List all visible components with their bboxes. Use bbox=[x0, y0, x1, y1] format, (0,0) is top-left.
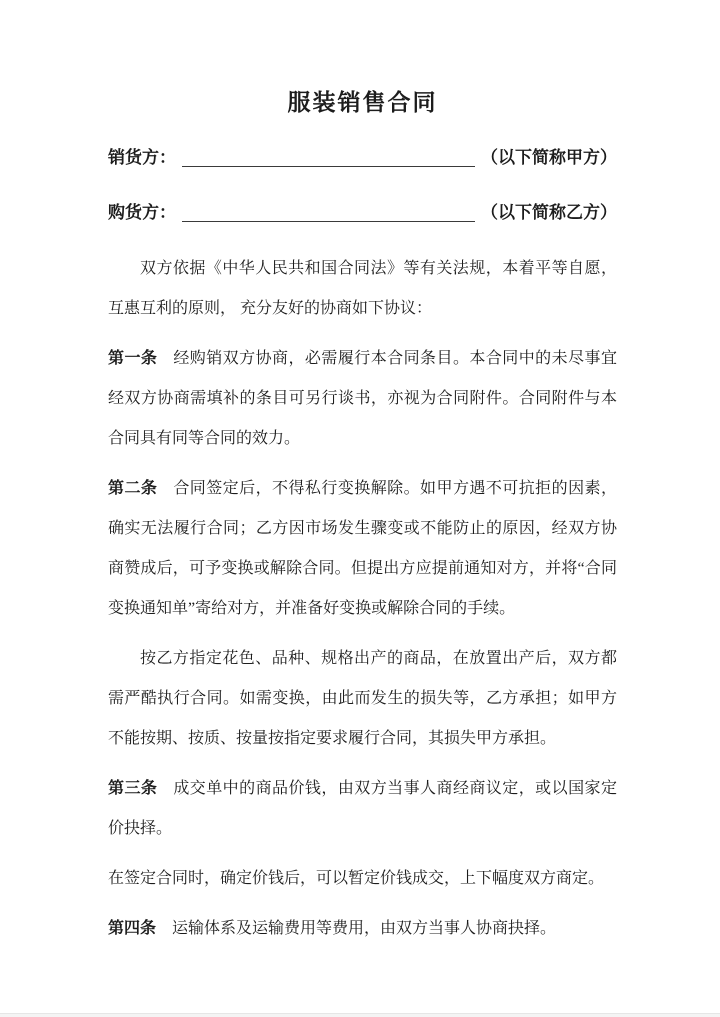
party-label: 销货方： bbox=[108, 148, 176, 167]
clause-text: 按乙方指定花色、品种、规格出产的商品，在放置出产后，双方都需严酷执行合同。如需变换，由此而发生的损失等，乙方承担；如甲方不能按期、按质、按量按指定要求履行合同，其损失甲方承担。 bbox=[108, 650, 617, 747]
party-row bbox=[108, 146, 617, 170]
party-name-blank-field bbox=[182, 148, 475, 167]
clause-paragraphs bbox=[108, 339, 617, 949]
clause-label: 第三条 bbox=[108, 780, 158, 797]
contract-paragraph bbox=[108, 639, 617, 759]
contract-paragraph bbox=[108, 339, 617, 459]
document-title: 服装销售合同 bbox=[287, 90, 438, 115]
clause-text: 在签定合同时，确定价钱后，可以暂定价钱成交，上下幅度双方商定。 bbox=[108, 870, 605, 887]
clause-text: 经购销双方协商，必需履行本合同条目。本合同中的未尽事宜经双方协商需填补的条目可另行谈书，亦视为合同附件。合同附件与本合同具有同等合同的效力。 bbox=[108, 350, 617, 447]
contract-paragraph bbox=[108, 859, 617, 899]
contract-paragraph bbox=[108, 769, 617, 849]
clause-label: 第二条 bbox=[108, 480, 158, 497]
contract-paragraph bbox=[108, 909, 617, 949]
party-suffix: （以下简称甲方） bbox=[481, 148, 617, 167]
party-row bbox=[108, 201, 617, 225]
party-lines bbox=[108, 146, 617, 225]
party-name-blank-field bbox=[182, 203, 475, 222]
clause-text: 运输体系及运输费用等费用，由双方当事人协商抉择。 bbox=[172, 920, 557, 937]
intro-paragraph: 双方依据《中华人民共和国合同法》等有关法规，本着平等自愿，互惠互利的原则， 充分友好的协商如下协议： bbox=[108, 260, 617, 317]
page-bottom-edge bbox=[0, 1013, 720, 1017]
clause-label: 第四条 bbox=[108, 920, 157, 937]
party-suffix: （以下简称乙方） bbox=[481, 203, 617, 222]
clause-label: 第一条 bbox=[108, 350, 158, 367]
party-label: 购货方： bbox=[108, 203, 176, 222]
clause-text: 合同签定后，不得私行变换解除。如甲方遇不可抗拒的因素，确实无法履行合同；乙方因市场发生骤变或不能防止的原因，经双方协商赞成后，可予变换或解除合同。但提出方应提前通知对方，并将“合同变换通知单”寄给对方，并准备好变换或解除合同的手续。 bbox=[108, 480, 617, 617]
clause-text: 成交单中的商品价钱，由双方当事人商经商议定，或以国家定价抉择。 bbox=[108, 780, 617, 837]
contract-paragraph bbox=[108, 469, 617, 629]
